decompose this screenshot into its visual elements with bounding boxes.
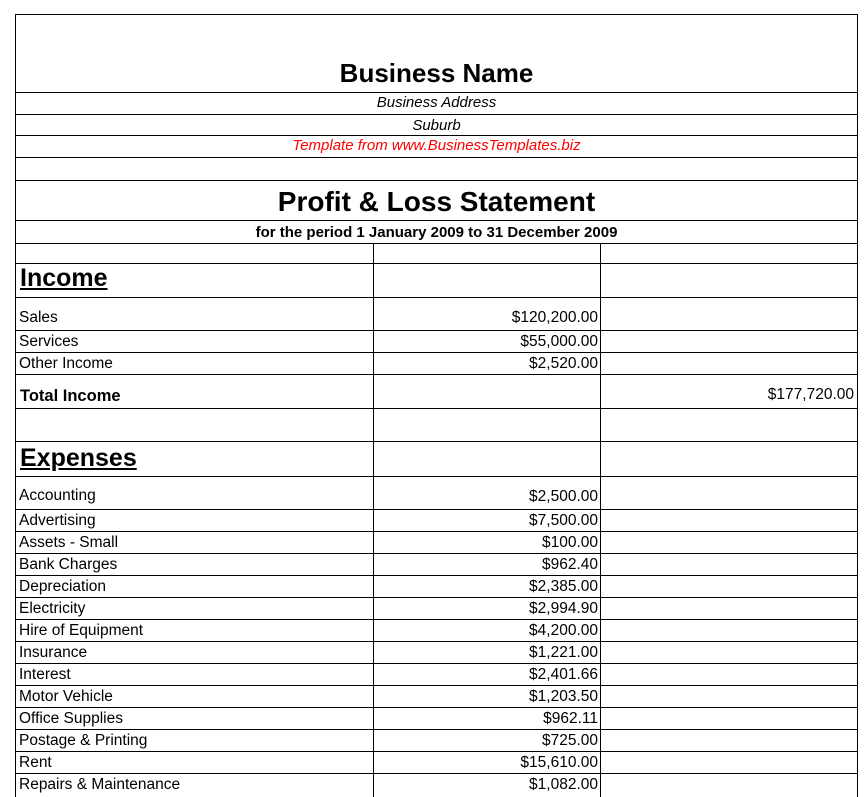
expense-amount: $15,610.00 [520,754,598,771]
income-amount: $55,000.00 [520,333,598,350]
expense-amount: $1,082.00 [529,776,598,793]
grid-line [15,773,858,774]
grid-line [15,92,858,93]
column-divider [373,243,374,797]
expense-label: Motor Vehicle [19,688,113,705]
total-income-label: Total Income [20,387,121,405]
income-label: Services [19,333,79,350]
income-label: Other Income [19,355,113,372]
expense-label: Insurance [19,644,88,661]
grid-line [15,180,858,181]
grid-line [15,243,858,244]
grid-line [15,707,858,708]
expense-amount: $2,500.00 [529,488,598,505]
grid-line [15,531,858,532]
statement-period: for the period 1 January 2009 to 31 December 2009 [255,224,618,241]
expense-amount: $725.00 [541,732,598,749]
income-amount: $2,520.00 [529,355,598,372]
grid-line [15,476,858,477]
expense-amount: $962.40 [541,556,598,573]
expense-label: Bank Charges [19,556,118,573]
income-label: Sales [19,309,58,326]
grid-line [15,751,858,752]
total-income-amount: $177,720.00 [767,386,854,403]
expense-amount: $2,385.00 [529,578,598,595]
expense-amount: $100.00 [541,534,598,551]
expense-label: Repairs & Maintenance [19,776,181,793]
grid-line [15,408,858,409]
expense-label: Rent [19,754,52,771]
grid-line [15,157,858,158]
expense-amount: $1,221.00 [529,644,598,661]
expense-amount: $4,200.00 [529,622,598,639]
grid-line [15,135,858,136]
grid-line [15,374,858,375]
grid-line [15,297,858,298]
expense-label: Interest [19,666,71,683]
grid-line [15,441,858,442]
grid-line [15,641,858,642]
grid-line [15,114,858,115]
income-heading: Income [20,264,108,292]
grid-line [15,575,858,576]
grid-line [15,619,858,620]
grid-line [15,663,858,664]
grid-line [15,553,858,554]
expenses-heading: Expenses [20,444,137,472]
grid-line [15,220,858,221]
grid-line [15,509,858,510]
expense-label: Electricity [19,600,86,617]
grid-line [15,330,858,331]
business-address: Business Address [376,94,497,111]
expense-label: Assets - Small [19,534,119,551]
expense-label: Depreciation [19,578,107,595]
expense-label: Office Supplies [19,710,123,727]
expense-label: Advertising [19,512,96,529]
expense-label: Postage & Printing [19,732,148,749]
grid-line [15,352,858,353]
expense-amount: $7,500.00 [529,512,598,529]
business-name: Business Name [339,58,534,88]
grid-line [15,729,858,730]
statement-title: Profit & Loss Statement [277,186,596,217]
income-amount: $120,200.00 [511,309,598,326]
expense-label: Accounting [19,487,96,504]
expense-amount: $1,203.50 [529,688,598,705]
expense-amount: $962.11 [543,710,598,727]
grid-line [15,685,858,686]
expense-label: Hire of Equipment [19,622,144,639]
template-link[interactable]: Template from www.BusinessTemplates.biz [292,137,581,154]
grid-line [15,597,858,598]
business-suburb: Suburb [412,117,461,134]
column-divider [600,243,601,797]
expense-amount: $2,401.66 [529,666,598,683]
grid-line [15,263,858,264]
expense-amount: $2,994.90 [529,600,598,617]
